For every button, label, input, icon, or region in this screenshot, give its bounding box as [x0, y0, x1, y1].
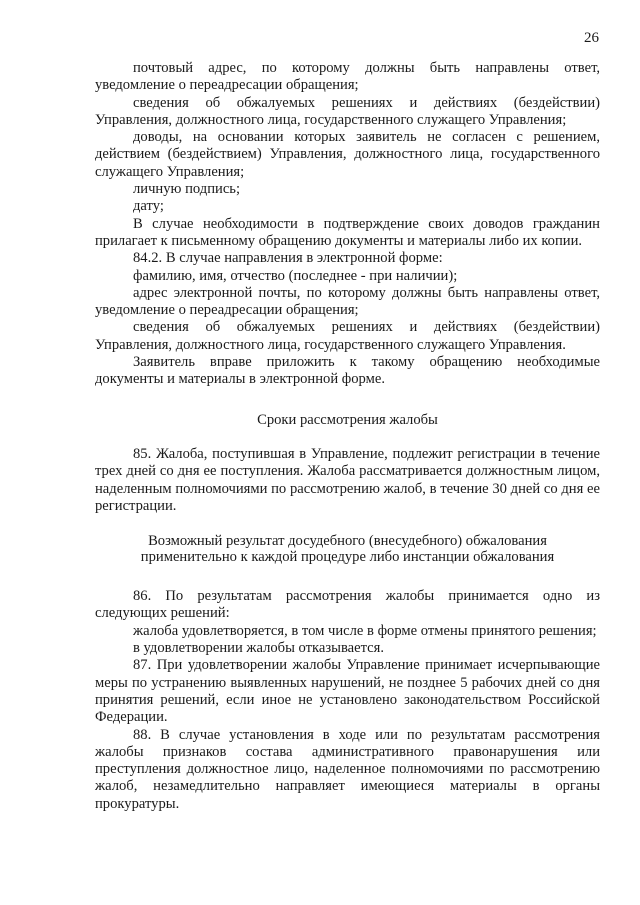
paragraph: в удовлетворении жалобы отказывается.: [133, 640, 385, 657]
paragraph: 86. По результатам рассмотрения жалобы принимается одно из следующих решений:: [95, 588, 600, 622]
paragraph: сведения об обжалуемых решениях и действиях (бездействии) Управления, должностного лица, государственного служащего Управления.: [95, 319, 600, 353]
paragraph: жалоба удовлетворяется, в том числе в форме отмены принятого решения;: [133, 622, 597, 639]
paragraph: 85. Жалоба, поступившая в Управление, подлежит регистрации в течение трех дней со дня ее поступления. Жалоба рассматривается должностным лицом, наделенным полномочиями по рассмотрению жалоб, в течение 30 дней со дня ее регистрации.: [95, 445, 600, 514]
paragraph: В случае необходимости в подтверждение своих доводов гражданин прилагает к письменному обращению документы и материалы либо их копии.: [95, 215, 600, 249]
paragraph: доводы, на основании которых заявитель не согласен с решением, действием (бездействием) Управления, должностного лица, государственного служащего Управления;: [95, 129, 600, 180]
paragraph: адрес электронной почты, по которому должны быть направлены ответ, уведомление о переадресации обращения;: [95, 284, 600, 319]
paragraph: фамилию, имя, отчество (последнее - при наличии);: [133, 267, 458, 284]
paragraph: дату;: [133, 198, 164, 215]
paragraph: сведения об обжалуемых решениях и действиях (бездействии) Управления, должностного лица, государственного служащего Управления;: [95, 94, 600, 128]
page-number: 26: [584, 30, 599, 46]
paragraph: Заявитель вправе приложить к такому обращению необходимые документы и материалы в электронной форме.: [95, 354, 600, 388]
section-heading-line-1: Возможный результат досудебного (внесудебного) обжалования: [148, 533, 547, 550]
paragraph: 87. При удовлетворении жалобы Управление принимает исчерпывающие меры по устранению выявленных нарушений, не позднее 5 рабочих дней со дня принятия решений, если иное не установлено законодательством Российской Федерации.: [95, 657, 600, 726]
section-heading: Сроки рассмотрения жалобы: [257, 411, 438, 428]
paragraph: 84.2. В случае направления в электронной форме:: [133, 250, 443, 267]
paragraph: 88. В случае установления в ходе или по результатам рассмотрения жалобы признаков состава административного правонарушения или преступления должностное лицо, наделенное полномочиями по рассмотрению жалоб, незамедлительно направляет имеющиеся материалы в органы прокуратуры.: [95, 726, 600, 812]
document-body: [95, 60, 600, 813]
paragraph: личную подпись;: [133, 181, 241, 198]
paragraph: почтовый адрес, по которому должны быть направлены ответ, уведомление о переадресации обращения;: [95, 60, 600, 94]
section-heading-line-2: применительно к каждой процедуре либо инстанции обжалования: [140, 549, 555, 566]
